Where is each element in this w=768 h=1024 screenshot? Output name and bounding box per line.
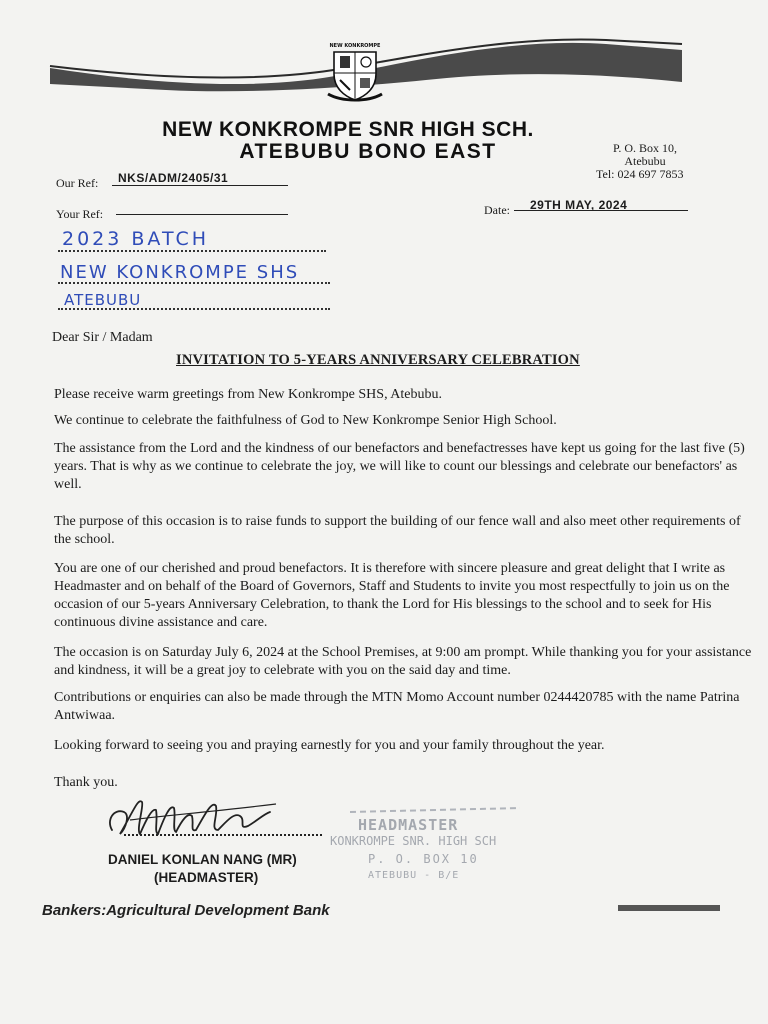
school-crest-icon xyxy=(322,40,388,106)
stamp-line1: HEADMASTER xyxy=(358,816,459,834)
footer-bar xyxy=(618,905,720,911)
address-line2: Atebubu xyxy=(624,154,666,168)
paragraph-invitation: You are one of our cherished and proud benefactors. It is therefore with sincere pleasure and great delight that I write as Headmaster and on behalf of the Board of Governors, Staff and Students to invite you most respectfully to join us on the occasion of our 5-years Anniversary Celebration, to thank the Lord for His blessings to the school and to seek for His continuous divine assistance and care. xyxy=(54,561,730,630)
recipient-dots2 xyxy=(58,282,330,284)
signer-name: DANIEL KONLAN NANG (MR) xyxy=(108,852,297,867)
greeting: Dear Sir / Madam xyxy=(52,330,153,345)
our-ref-underline xyxy=(112,185,288,186)
recipient-line1: 2023 BATCH xyxy=(62,228,209,250)
date-label: Date: xyxy=(484,203,510,217)
official-stamp xyxy=(330,812,530,892)
letter-heading: INVITATION TO 5-YEARS ANNIVERSARY CELEBRATION xyxy=(176,352,580,368)
stamp-line2: KONKROMPE SNR. HIGH SCH xyxy=(330,834,497,848)
paragraph-closing: Looking forward to seeing you and praying earnestly for you and your family throughout the year. xyxy=(54,738,605,753)
signature-line xyxy=(124,834,322,836)
stamp-border-top xyxy=(350,806,520,818)
address-line1: P. O. Box 10, xyxy=(612,141,677,155)
paragraph-purpose: The purpose of this occasion is to raise funds to support the building of our fence wall and also meet other requirements of the school. xyxy=(54,514,741,547)
paragraph-contributions: Contributions or enquiries can also be made through the MTN Momo Account number 0244420785 with the name Patrina Antwiwaa. xyxy=(54,690,740,723)
paragraph-occasion: The occasion is on Saturday July 6, 2024 at the School Premises, at 9:00 am prompt. While thanking you for your assistance and kindness, it will be a great joy to celebrate with you on the said day and time. xyxy=(54,645,752,678)
recipient-line2: NEW KONKROMPE SHS xyxy=(60,262,300,283)
our-ref-value: NKS/ADM/2405/31 xyxy=(118,171,229,185)
stamp-line3: P. O. BOX 10 xyxy=(368,852,479,866)
paragraph-assistance: The assistance from the Lord and the kindness of our benefactors and benefactresses have kept us going for the last five (5) years. That is why as we continue to celebrate the joy, we will like to count our blessings and celebrate our benefactors' as well. xyxy=(54,441,745,492)
recipient-dots1 xyxy=(58,250,326,252)
paragraph-faithfulness: We continue to celebrate the faithfulness of God to New Konkrompe Senior High School. xyxy=(54,413,557,428)
your-ref-label: Your Ref: xyxy=(56,207,104,221)
school-address xyxy=(590,142,700,181)
stamp-line4: ATEBUBU - B/E xyxy=(368,870,460,881)
school-name: NEW KONKROMPE SNR HIGH SCH. xyxy=(162,118,534,141)
crest-caption: NEW KONKROMPE xyxy=(329,43,381,49)
thank-you: Thank you. xyxy=(54,775,118,790)
our-ref-label: Our Ref: xyxy=(56,176,99,190)
signature-scribble xyxy=(100,790,300,850)
signer-title: (HEADMASTER) xyxy=(154,870,259,885)
bankers-footer: Bankers:Agricultural Development Bank xyxy=(42,902,330,919)
your-ref-underline xyxy=(116,214,288,215)
date-underline xyxy=(514,210,688,211)
date-value: 29TH MAY, 2024 xyxy=(530,198,628,212)
recipient-line3: ATEBUBU xyxy=(64,291,142,309)
paragraph-greetings: Please receive warm greetings from New Konkrompe SHS, Atebubu. xyxy=(54,387,443,402)
recipient-dots3 xyxy=(58,308,330,310)
school-location: ATEBUBU BONO EAST xyxy=(239,140,497,163)
telephone: Tel: 024 697 7853 xyxy=(596,167,684,181)
